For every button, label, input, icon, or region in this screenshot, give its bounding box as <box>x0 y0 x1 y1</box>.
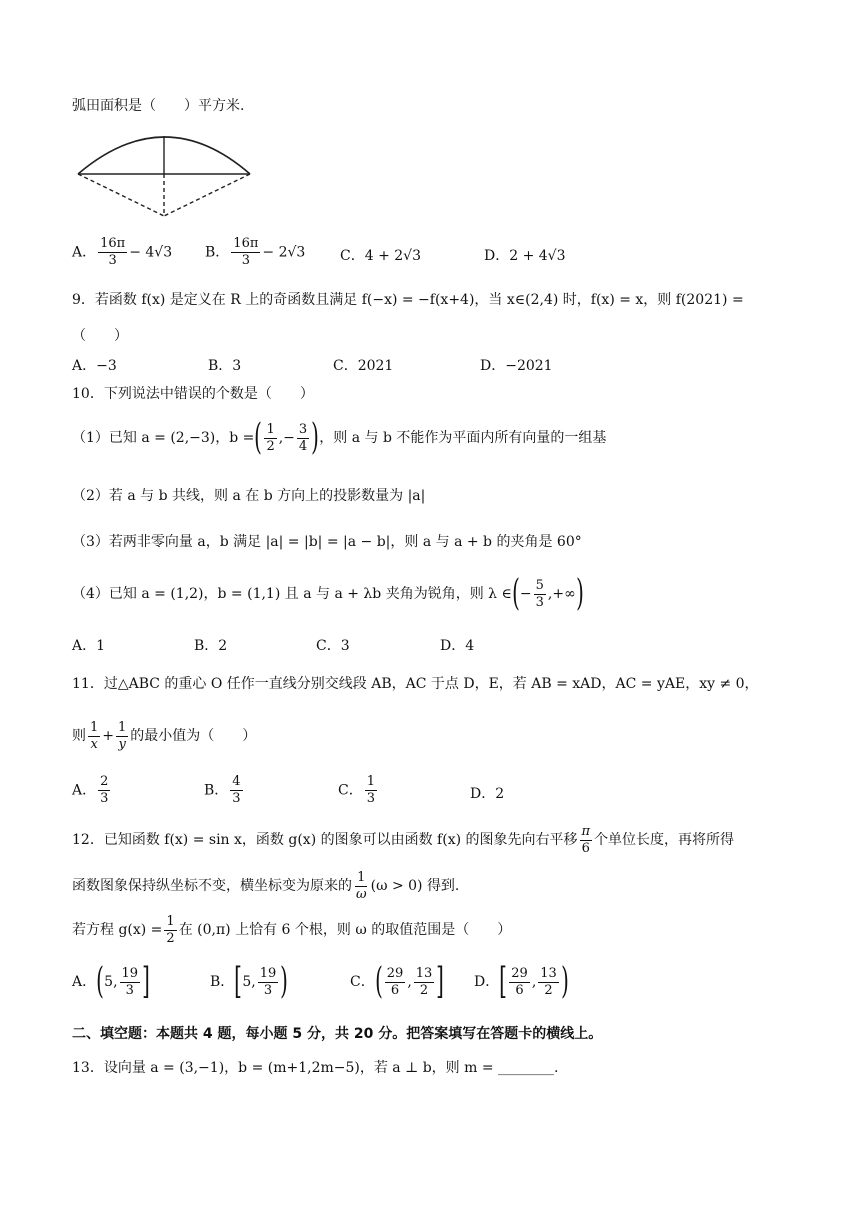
q11-option-b[interactable]: B． $\frac{4}{3}$ <box>204 774 241 806</box>
q9-option-c[interactable]: C．2021 <box>333 358 394 374</box>
q12-stem-line-1: 12．已知函数 f(x) = sin x，函数 g(x) 的图象可以由函数 f(x) 的图象先向右平移 $\frac{\pi}{6}$ 个单位长度，再将所得 <box>72 823 735 856</box>
q8-option-b[interactable]: B． $\frac{16\pi}{3}$ − 2√3 <box>205 236 306 268</box>
q10-statement-4: （4）已知 a = (1,2)，b = (1,1) 且 a 与 a + λb 夹角为锐角，则 λ ∈(− $\frac{5}{3}$ ,+∞) <box>72 573 584 614</box>
q11-continuation: 则 $\frac{1}{x}$ + $\frac{1}{y}$ 的最小值为（ ） <box>72 719 257 752</box>
q12-stem-line-3: 若方程 g(x) = $\frac{1}{2}$ 在 (0,π) 上恰有 6 个根，则 ω 的取值范围是（ ） <box>72 913 512 946</box>
q12-option-a[interactable]: A．(5, $\frac{19}{3}$ ] <box>72 961 150 1002</box>
q10-option-d[interactable]: D．4 <box>440 638 475 654</box>
q11-option-c[interactable]: C． $\frac{1}{3}$ <box>338 774 375 806</box>
q11-option-a[interactable]: A． $\frac{2}{3}$ <box>72 774 109 806</box>
dashed-radius-right <box>164 174 250 216</box>
q13-stem: 13．设向量 a = (3,−1)，b = (m+1,2m−5)，若 a ⊥ b，则 m = ________. <box>72 1060 559 1076</box>
q9-option-d[interactable]: D．−2021 <box>480 358 553 374</box>
q10-option-b[interactable]: B．2 <box>194 638 228 654</box>
q8-option-a[interactable]: A． $\frac{16\pi}{3}$ − 4√3 <box>72 236 173 268</box>
section-2-heading: 二、填空题：本题共 4 题，每小题 5 分，共 20 分。把答案填写在答题卡的横线上。 <box>72 1026 603 1042</box>
q11-option-d[interactable]: D．2 <box>470 786 505 802</box>
q10-statement-3: （3）若两非零向量 a，b 满足 |a| = |b| = |a − b|，则 a 与 a + b 的夹角是 60° <box>72 534 582 550</box>
q8-option-d[interactable]: D．2 + 4√3 <box>484 248 566 264</box>
q10-statement-1: （1）已知 a = (2,−3)，b =( $\frac{1}{2}$ ,− $\frac{3}{4}$ )，则 a 与 b 不能作为平面内所有向量的一组基 <box>72 417 607 458</box>
q12-option-c[interactable]: C．( $\frac{29}{6}$ , $\frac{13}{2}$ ] <box>350 961 445 1002</box>
q10-option-c[interactable]: C．3 <box>316 638 350 654</box>
q10-statement-2: （2）若 a 与 b 共线，则 a 在 b 方向上的投影数量为 |a| <box>72 488 426 504</box>
q12-option-b[interactable]: B．[5, $\frac{19}{3}$ ) <box>210 961 289 1002</box>
q12-stem-line-2: 函数图象保持纵坐标不变，横坐标变为原来的 $\frac{1}{\omega}$ (ω > 0) 得到. <box>72 869 460 902</box>
q8-continuation: 弧田面积是（ ）平方米. <box>72 98 245 114</box>
dashed-radius-left <box>78 174 164 216</box>
q9-stem: 9．若函数 f(x) 是定义在 R 上的奇函数且满足 f(−x) = −f(x+4)，当 x∈(2,4) 时，f(x) = x，则 f(2021) = <box>72 292 744 308</box>
q11-stem: 11．过△ABC 的重心 O 任作一直线分别交线段 AB，AC 于点 D，E，若 AB = xAD，AC = yAE，xy ≠ 0， <box>72 676 759 692</box>
q10-option-a[interactable]: A．1 <box>72 638 106 654</box>
arc-field-figure <box>70 128 260 224</box>
q8-option-c[interactable]: C．4 + 2√3 <box>340 248 421 264</box>
q9-option-b[interactable]: B．3 <box>208 358 242 374</box>
q9-option-a[interactable]: A．−3 <box>72 358 117 374</box>
q9-answer-paren: （ ） <box>72 328 128 344</box>
q10-stem: 10．下列说法中错误的个数是（ ） <box>72 386 314 402</box>
q12-option-d[interactable]: D．[ $\frac{29}{6}$ , $\frac{13}{2}$ ) <box>474 961 569 1002</box>
